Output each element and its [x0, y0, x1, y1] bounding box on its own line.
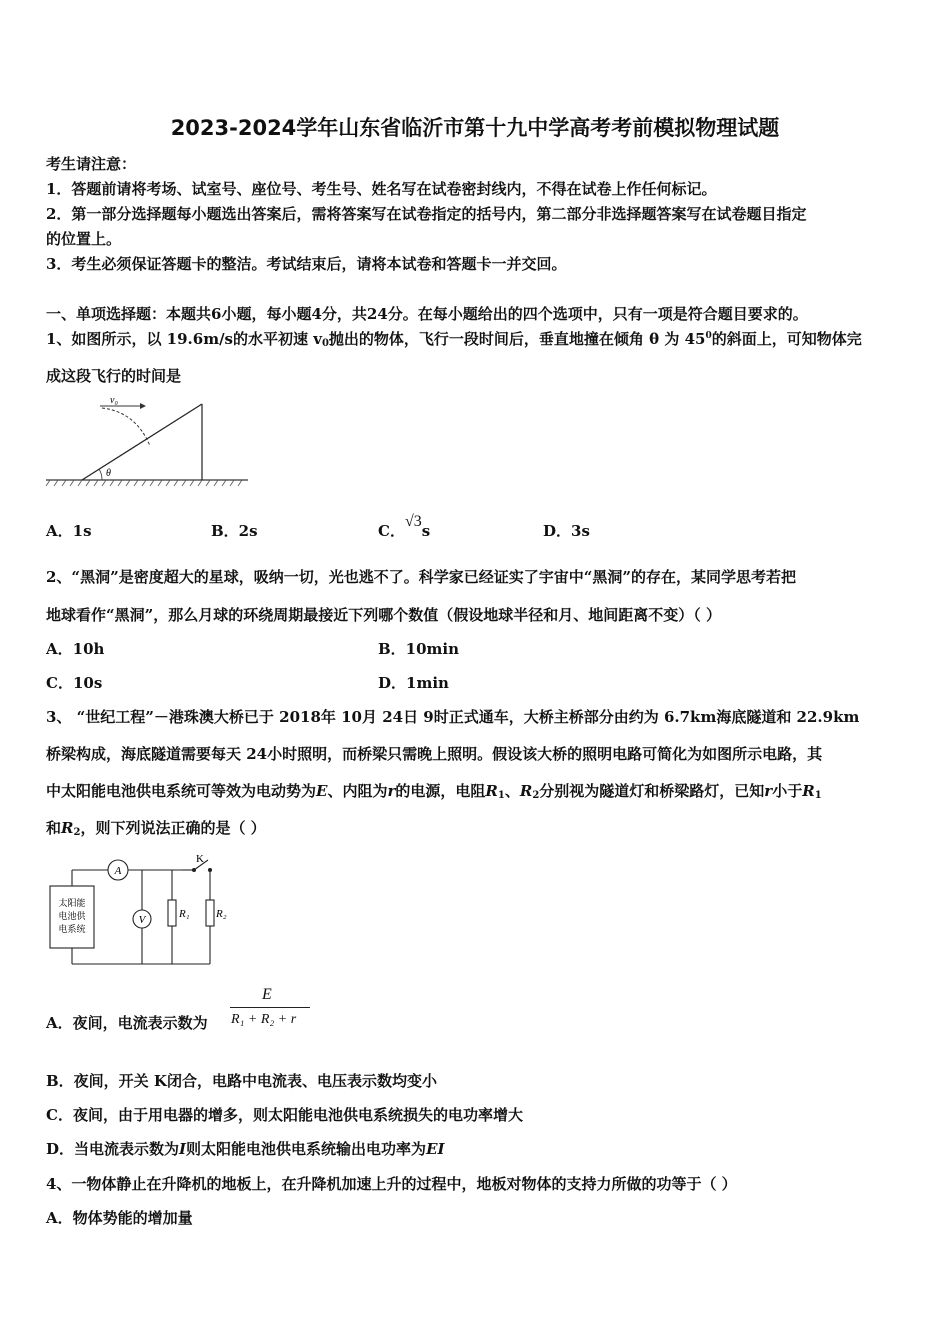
notice-item-2-cont: 的位置上。 — [46, 230, 122, 248]
circuit-diagram — [44, 848, 244, 973]
v0-label: v₀ — [110, 395, 118, 406]
q1-option-a: A．1s — [46, 522, 92, 540]
fraction-numerator: E — [262, 986, 272, 1003]
trajectory — [102, 408, 150, 446]
fraction-bar — [230, 1007, 310, 1008]
q3-option-a: A．夜间，电流表示数为 — [46, 1014, 208, 1032]
r2-label: R₂ — [216, 908, 227, 920]
fraction-denominator: R₁ + R₂ + r — [231, 1012, 297, 1027]
q3-option-b: B．夜间，开关 K闭合，电路中电流表、电压表示数均变小 — [46, 1072, 437, 1090]
q3-option-d: D．当电流表示数为I则太阳能电池供电系统输出电功率为EI — [46, 1140, 445, 1158]
theta-label: θ — [106, 468, 111, 479]
q2-option-a: A．10h — [46, 640, 105, 658]
q3-option-c: C．夜间，由于用电器的增多，则太阳能电池供电系统损失的电功率增大 — [46, 1106, 523, 1124]
q2-option-b: B．10min — [378, 640, 460, 658]
incline-figure — [44, 390, 254, 490]
r1-label: R₁ — [179, 908, 190, 920]
ammeter-icon: A — [114, 865, 122, 877]
q3-stem-line2: 桥梁构成，海底隧道需要每天 24小时照明，而桥梁只需晚上照明。假设该大桥的照明电路可简化为如图所示电路，其 — [46, 745, 823, 763]
sqrt3: √3 — [404, 513, 422, 530]
page-title: 2023-2024学年山东省临沂市第十九中学高考考前模拟物理试题 — [170, 116, 780, 140]
q1-option-d: D．3s — [543, 522, 590, 540]
notice-item-1: 1．答题前请将考场、试室号、座位号、考生号、姓名写在试卷密封线内，不得在试卷上作任何标记。 — [46, 180, 717, 198]
notice-item-2: 2．第一部分选择题每小题选出答案后，需将答案写在试卷指定的括号内，第二部分非选择题答案写在试卷题目指定 — [46, 205, 807, 223]
q4-stem: 4、一物体静止在升降机的地板上，在升降机加速上升的过程中，地板对物体的支持力所做的功等于（ ） — [46, 1175, 737, 1193]
q1-stem-line2: 成这段飞行的时间是 — [46, 367, 182, 385]
source-label-3: 电系统 — [58, 925, 86, 935]
notice-item-3: 3．考生必须保证答题卡的整洁。考试结束后，请将本试卷和答题卡一并交回。 — [46, 255, 567, 273]
notice-header: 考生请注意： — [46, 155, 137, 173]
q3-stem-line3: 中太阳能电池供电系统可等效为电动势为E、内阻为r的电源，电阻$R_1$、$R_2$分别视为隧道灯和桥梁路灯，已知r小于$R_1$ — [46, 782, 822, 801]
voltmeter-icon: V — [138, 914, 146, 926]
q1-option-c: C．√3s — [378, 513, 431, 540]
source-label-2: 电池供 — [58, 912, 86, 922]
source-label-1: 太阳能 — [58, 899, 86, 909]
q1-option-b: B．2s — [211, 522, 258, 540]
q4-option-a: A．物体势能的增加量 — [46, 1209, 193, 1227]
q2-option-d: D．1min — [378, 674, 449, 692]
q3-stem-line4: 和$R_2$，则下列说法正确的是（ ） — [46, 819, 266, 838]
q2-option-c: C．10s — [46, 674, 103, 692]
section-heading: 一、单项选择题：本题共6小题，每小题4分，共24分。在每小题给出的四个选项中，只有一项是符合题目要求的。 — [46, 305, 808, 323]
incline-slope — [82, 404, 202, 480]
q2-stem-line1: 2、“黑洞”是密度超大的星球，吸纳一切，光也逃不了。科学家已经证实了宇宙中“黑洞”的存在，某同学思考若把 — [46, 568, 796, 586]
q2-stem-line2: 地球看作“黑洞”，那么月球的环绕周期最接近下列哪个数值（假设地球半径和月、地间距离不变）（ ） — [46, 606, 721, 624]
q3-stem-line1: 3、 “世纪工程”－港珠澳大桥已于 2018年 10月 24日 9时正式通车，大桥主桥部分由约为 6.7km海底隧道和 22.9km — [46, 708, 860, 726]
switch-label: K — [196, 853, 204, 865]
q1-stem-line1: 1、如图所示，以 19.6m/s的水平初速 $v_0$抛出的物体，飞行一段时间后，垂直地撞在倾角 θ 为 $45^0$的斜面上，可知物体完 — [46, 330, 862, 349]
